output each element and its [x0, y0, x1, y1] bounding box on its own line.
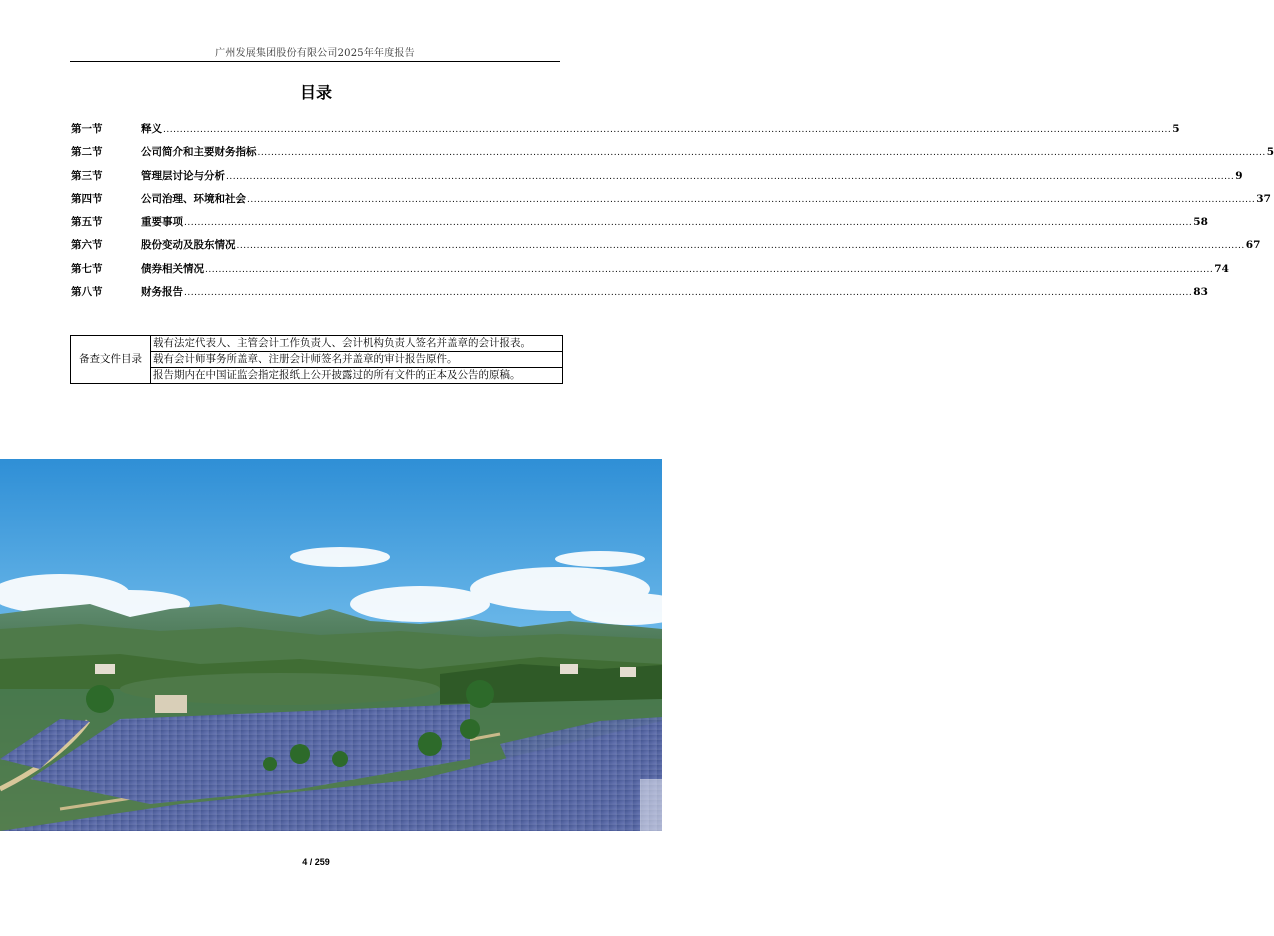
toc-section-number: 第五节 [71, 216, 103, 229]
document-item: 报告期内在中国证监会指定报纸上公开披露过的所有文件的正本及公告的原稿。 [151, 368, 563, 384]
report-header: 广州发展集团股份有限公司2025年年度报告 [215, 48, 415, 59]
toc-page-number: 58 [1193, 216, 1208, 229]
toc-leader-dots: ............................................................................................................................................................................................................................................................................................................ [257, 148, 1266, 159]
toc-section-number: 第二节 [71, 146, 103, 159]
documents-label: 备查文件目录 [71, 336, 151, 384]
toc-page-number: 74 [1214, 262, 1229, 275]
toc-page-number: 9 [1235, 169, 1243, 182]
toc-page-number: 67 [1245, 239, 1261, 252]
toc-page-number: 5 [1172, 123, 1180, 135]
toc-leader-dots: ............................................................................................................................................................................................................................................................................................................ [236, 241, 1245, 252]
toc-section-name: 股份变动及股东情况 [141, 239, 236, 252]
toc-section-number: 第六节 [71, 239, 103, 252]
toc-section-name: 重要事项 [141, 216, 183, 229]
toc-leader-dots: ............................................................................................................................................................................................................................................................................................................ [184, 218, 1193, 229]
toc-section-number: 第三节 [71, 169, 103, 182]
toc-section-number: 第一节 [71, 123, 103, 135]
table-row [71, 336, 563, 352]
toc-section-name: 债券相关情况 [141, 262, 204, 275]
toc-section-name: 管理层讨论与分析 [141, 169, 225, 182]
toc-leader-dots: ............................................................................................................................................................................................................................................................................................................ [226, 171, 1235, 182]
toc-entry[interactable] [71, 261, 1229, 284]
toc-section-name: 公司治理、环境和社会 [141, 192, 246, 205]
header-rule [70, 61, 560, 62]
toc-entry[interactable] [71, 144, 1274, 167]
toc-title: 目录 [299, 83, 332, 102]
toc-section-name: 公司简介和主要财务指标 [141, 146, 257, 159]
toc-section-name: 财务报告 [141, 286, 183, 299]
toc-section-number: 第四节 [71, 192, 103, 205]
table-of-contents [71, 121, 1274, 307]
toc-leader-dots: ............................................................................................................................................................................................................................................................................................................ [184, 288, 1193, 299]
toc-page-number: 83 [1193, 286, 1208, 299]
toc-entry[interactable] [71, 284, 1208, 307]
document-item: 载有法定代表人、主管会计工作负责人、会计机构负责人签名并盖章的会计报表。 [151, 336, 563, 352]
toc-leader-dots: ............................................................................................................................................................................................................................................................................................................ [247, 194, 1256, 205]
toc-page-number: 5 [1266, 146, 1274, 159]
toc-entry[interactable] [71, 214, 1208, 237]
toc-page-number: 37 [1256, 192, 1271, 205]
reference-documents-table [70, 335, 563, 384]
document-item: 载有会计师事务所盖章、注册会计师签名并盖章的审计报告原件。 [151, 352, 563, 368]
toc-leader-dots: ............................................................................................................................................................................................................................................................................................................ [163, 125, 1172, 135]
toc-entry[interactable] [71, 121, 1180, 144]
toc-entry[interactable] [71, 191, 1271, 214]
toc-section-number: 第七节 [71, 262, 103, 275]
toc-section-number: 第八节 [71, 286, 103, 299]
toc-entry[interactable] [71, 168, 1243, 191]
page-indicator: 4 / 259 [302, 857, 330, 867]
solar-farm-photo [0, 459, 662, 831]
toc-leader-dots: ............................................................................................................................................................................................................................................................................................................ [205, 264, 1214, 275]
toc-section-name: 释义 [141, 123, 162, 135]
toc-entry[interactable] [71, 237, 1261, 260]
